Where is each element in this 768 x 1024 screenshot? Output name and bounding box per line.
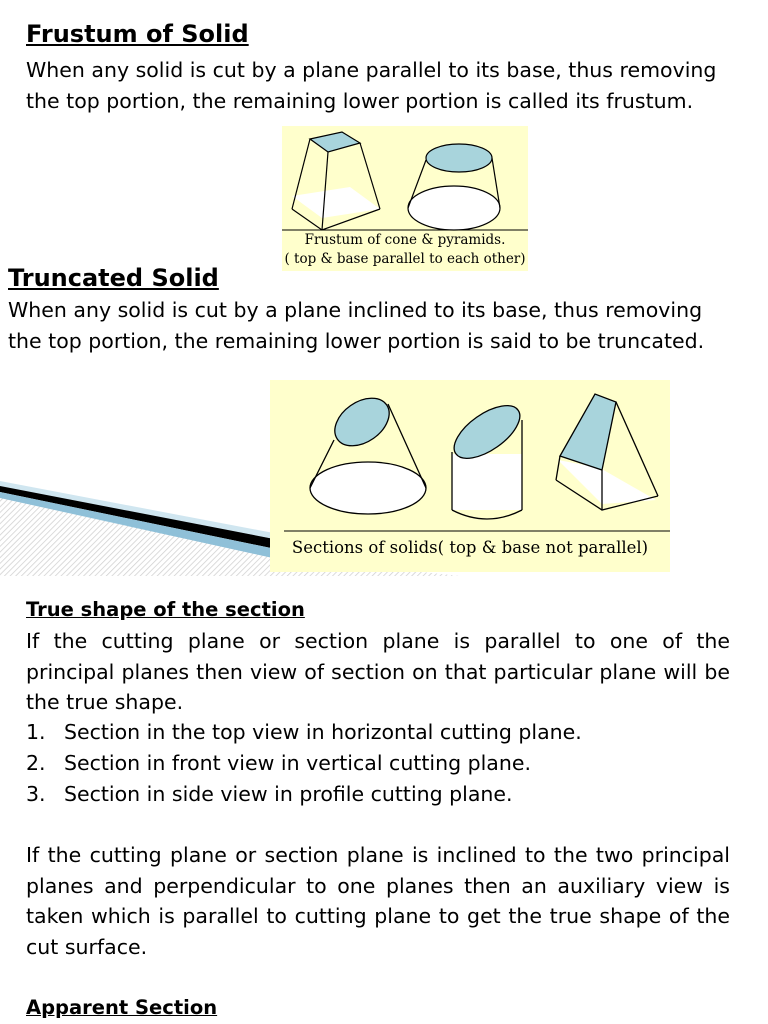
frustum-caption-line-1: Frustum of cone & pyramids. — [304, 232, 506, 248]
frustum-figure — [282, 126, 528, 271]
truncated-cone-base — [310, 462, 426, 514]
truncated-cone-cut-face — [326, 388, 398, 455]
truncated-figure — [270, 380, 670, 572]
list-item — [26, 717, 746, 748]
cone-frustum-base — [408, 186, 500, 230]
frustum-description — [26, 55, 756, 117]
truncated-heading: Truncated Solid — [8, 264, 219, 292]
true-shape-heading: True shape of the section — [26, 598, 305, 621]
true-shape-list — [26, 717, 746, 810]
list-item — [26, 779, 746, 810]
true-shape-paragraph: If the cutting plane or section plane is parallel to one of the principal planes then view of section on that particular plane will be the true shape. — [26, 629, 730, 714]
cone-frustum-top-face — [426, 144, 492, 172]
auxiliary-view-paragraph: If the cutting plane or section plane is inclined to the two principal planes and perpendicular to one planes then an auxiliary view is taken which is parallel to cutting plane to get the true shape of the cut surface. — [26, 843, 730, 959]
apparent-section-heading: Apparent Section — [26, 996, 218, 1019]
truncated-pyramid-base — [558, 460, 656, 504]
truncated-description — [8, 295, 758, 357]
frustum-heading: Frustum of Solid — [26, 20, 249, 48]
truncated-line-2: the top portion, the remaining lower portion is said to be truncated. — [8, 329, 705, 353]
truncated-line-1: When any solid is cut by a plane inclined to its base, thus removing — [8, 298, 703, 322]
list-item — [26, 748, 746, 779]
frustum-line-2: the top portion, the remaining lower portion is called its frustum. — [26, 89, 694, 113]
pyramid-frustum-top-face — [310, 132, 360, 152]
truncated-pyramid-cut-face — [560, 394, 616, 470]
frustum-line-1: When any solid is cut by a plane parallel to its base, thus removing — [26, 58, 717, 82]
truncated-caption: Sections of solids( top & base not parallel) — [291, 538, 649, 557]
list-item-number: 3. — [26, 782, 46, 806]
frustum-caption-line-2: ( top & base parallel to each other) — [284, 251, 526, 267]
list-item-number: 2. — [26, 751, 46, 775]
list-item-text: Section in the top view in horizontal cutting plane. — [64, 720, 582, 744]
list-item-number: 1. — [26, 720, 46, 744]
list-item-text: Section in front view in vertical cutting plane. — [64, 751, 531, 775]
list-item-text: Section in side view in profile cutting plane. — [64, 782, 513, 806]
frustum-caption — [282, 231, 528, 269]
